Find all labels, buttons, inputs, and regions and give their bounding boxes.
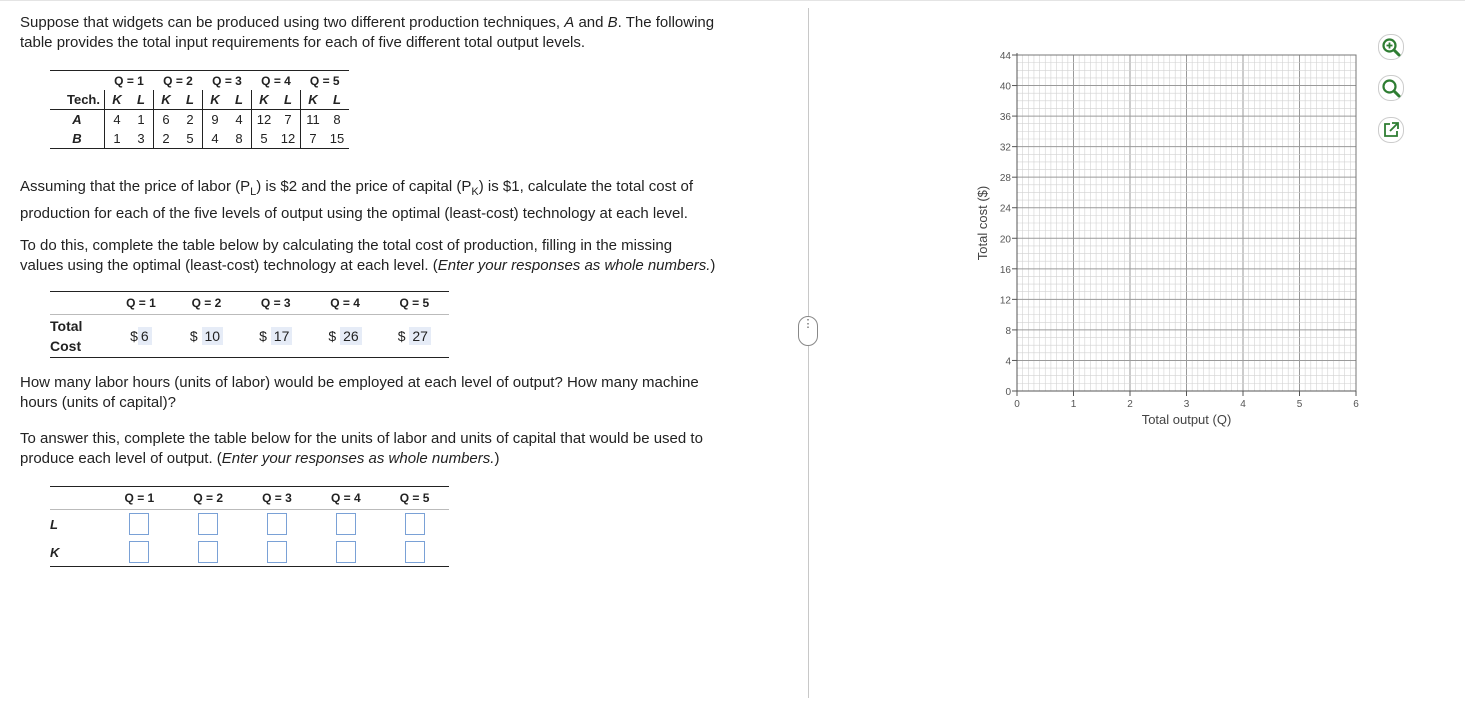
k-header: K bbox=[154, 90, 179, 110]
cell: 8 bbox=[333, 112, 341, 127]
assumption-text: Assuming that the price of labor $(P_L)$ is $2 and the price of capital $(P_K)$ is $1, calculate the total cost of production for each of the five levels of output using the optimal (least-cost) technology at each level. bbox=[20, 178, 693, 222]
labor-input[interactable] bbox=[336, 513, 356, 535]
cell: 7 bbox=[301, 129, 326, 149]
x-tick-label: 3 bbox=[1183, 399, 1190, 410]
cost-cell: $ 26 bbox=[310, 315, 379, 358]
table-row bbox=[50, 538, 449, 567]
cost-answer[interactable]: 10 bbox=[202, 327, 224, 345]
cost-answer[interactable]: 26 bbox=[340, 327, 362, 345]
cell: 4 bbox=[105, 110, 130, 130]
labor-input[interactable] bbox=[129, 513, 149, 535]
k-header: K bbox=[252, 90, 277, 110]
y-tick-label: 8 bbox=[1005, 325, 1011, 337]
k-header: K bbox=[105, 90, 130, 110]
table3-q-header: Q = 2 bbox=[174, 487, 243, 510]
y-tick-label: 0 bbox=[1005, 387, 1011, 398]
capital-input[interactable] bbox=[129, 541, 149, 563]
input-requirements-table bbox=[50, 70, 349, 149]
labor-row-label: L bbox=[50, 516, 58, 532]
cell: 1 bbox=[137, 112, 145, 127]
y-tick-label: 40 bbox=[999, 81, 1011, 93]
splitter-handle[interactable]: ⋮ bbox=[798, 316, 818, 346]
cost-cell: $ 17 bbox=[241, 315, 310, 358]
table2-q-header: Q = 4 bbox=[310, 292, 379, 315]
cell: 15 bbox=[325, 129, 349, 149]
table3-q-header: Q = 4 bbox=[311, 487, 380, 510]
table3-q-header: Q = 5 bbox=[380, 487, 449, 510]
table1-q-header: Q = 5 bbox=[301, 71, 350, 91]
popout-button[interactable] bbox=[1378, 117, 1404, 143]
y-tick-label: 44 bbox=[999, 51, 1011, 62]
tech-a-label: A bbox=[72, 112, 82, 127]
l-header: L bbox=[276, 90, 301, 110]
total-cost-chart[interactable] bbox=[970, 40, 1370, 440]
x-tick-label: 5 bbox=[1296, 399, 1303, 410]
cost-cell: $ 10 bbox=[172, 315, 241, 358]
popout-icon bbox=[1379, 118, 1403, 142]
y-tick-label: 12 bbox=[999, 295, 1011, 307]
cell: 2 bbox=[186, 112, 194, 127]
table3-q-header: Q = 1 bbox=[105, 487, 174, 510]
cell: 2 bbox=[154, 129, 179, 149]
cell: 5 bbox=[252, 129, 277, 149]
cell: 9 bbox=[203, 110, 228, 130]
cell: 8 bbox=[227, 129, 252, 149]
zoom-in-button[interactable] bbox=[1378, 34, 1404, 60]
instruction-text-2: To answer this, complete the table below for the units of labor and units of capital that would be used to produce each level of output. (Enter your responses as whole numbers.) bbox=[20, 430, 703, 467]
cell: 11 bbox=[301, 110, 326, 130]
zoom-in-icon bbox=[1379, 35, 1403, 59]
x-tick-label: 0 bbox=[1014, 399, 1020, 410]
y-tick-label: 4 bbox=[1005, 356, 1011, 368]
cell: 12 bbox=[252, 110, 277, 130]
table-row bbox=[50, 510, 449, 539]
cost-answer[interactable]: 17 bbox=[271, 327, 293, 345]
y-tick-label: 16 bbox=[999, 264, 1011, 276]
labor-input[interactable] bbox=[198, 513, 218, 535]
y-tick-label: 36 bbox=[999, 112, 1011, 124]
cell: 1 bbox=[105, 129, 130, 149]
cell: 4 bbox=[203, 129, 228, 149]
cell: 12 bbox=[276, 129, 301, 149]
labor-input[interactable] bbox=[405, 513, 425, 535]
tech-header: Tech. bbox=[50, 90, 105, 110]
k-header: K bbox=[203, 90, 228, 110]
cell: 3 bbox=[129, 129, 154, 149]
tech-b-label: B bbox=[50, 129, 105, 149]
capital-row-label: K bbox=[50, 538, 105, 567]
capital-input[interactable] bbox=[267, 541, 287, 563]
x-tick-label: 1 bbox=[1070, 399, 1077, 410]
top-border bbox=[0, 0, 1465, 1]
y-tick-label: 32 bbox=[999, 142, 1011, 154]
zoom-out-icon bbox=[1379, 76, 1403, 100]
chart-grid bbox=[1017, 55, 1356, 391]
cost-answer[interactable]: 27 bbox=[409, 327, 431, 345]
x-tick-label: 6 bbox=[1353, 399, 1359, 410]
table-row bbox=[50, 110, 349, 130]
table-row bbox=[50, 315, 449, 358]
capital-input[interactable] bbox=[405, 541, 425, 563]
instruction-text-1: To do this, complete the table below by calculating the total cost of production, filling in the missing values using the optimal (least-cost) technology at each level. (Enter your responses as whole numbers.) bbox=[20, 237, 716, 274]
y-tick-label: 24 bbox=[999, 203, 1011, 215]
inputs-table bbox=[50, 486, 449, 567]
intro-text: Suppose that widgets can be produced using two different production techniques, A and B. The following table provides the total input requirements for each of five different total output levels. bbox=[20, 14, 715, 51]
cost-answer[interactable]: 6 bbox=[138, 327, 152, 345]
l-header: L bbox=[227, 90, 252, 110]
table1-q-header: Q = 3 bbox=[203, 71, 252, 91]
total-cost-table bbox=[50, 291, 449, 358]
labor-input[interactable] bbox=[267, 513, 287, 535]
k-header: K bbox=[301, 90, 326, 110]
table2-q-header: Q = 3 bbox=[241, 292, 310, 315]
cell: 4 bbox=[235, 112, 243, 127]
table-row bbox=[50, 129, 349, 149]
table3-q-header: Q = 3 bbox=[243, 487, 312, 510]
x-tick-label: 2 bbox=[1127, 399, 1133, 410]
cell: 5 bbox=[178, 129, 203, 149]
y-tick-label: 20 bbox=[999, 234, 1011, 246]
x-tick-label: 4 bbox=[1240, 399, 1246, 410]
table1-q-header: Q = 2 bbox=[154, 71, 203, 91]
panel-divider bbox=[808, 8, 809, 698]
table1-q-header: Q = 4 bbox=[252, 71, 301, 91]
l-header: L bbox=[178, 90, 203, 110]
l-header: L bbox=[325, 90, 349, 110]
table2-q-header: Q = 1 bbox=[110, 292, 172, 315]
cost-cell: $ 27 bbox=[380, 315, 449, 358]
y-axis-label: Total cost ($) bbox=[975, 185, 990, 261]
cost-cell: $ 6 bbox=[110, 315, 172, 358]
total-cost-label: Total Cost bbox=[50, 315, 110, 358]
cell: 6 bbox=[154, 110, 179, 130]
x-axis-label: Total output (Q) bbox=[1141, 412, 1232, 427]
table2-q-header: Q = 2 bbox=[172, 292, 241, 315]
capital-input[interactable] bbox=[336, 541, 356, 563]
l-header: L bbox=[129, 90, 154, 110]
table2-q-header: Q = 5 bbox=[380, 292, 449, 315]
capital-input[interactable] bbox=[198, 541, 218, 563]
y-tick-label: 28 bbox=[999, 173, 1011, 185]
cell: 7 bbox=[284, 112, 292, 127]
zoom-out-button[interactable] bbox=[1378, 75, 1404, 101]
table1-q-header: Q = 1 bbox=[105, 71, 154, 91]
question-text-2: How many labor hours (units of labor) would be employed at each level of output? How many machine hours (units of capital)? bbox=[20, 374, 699, 411]
